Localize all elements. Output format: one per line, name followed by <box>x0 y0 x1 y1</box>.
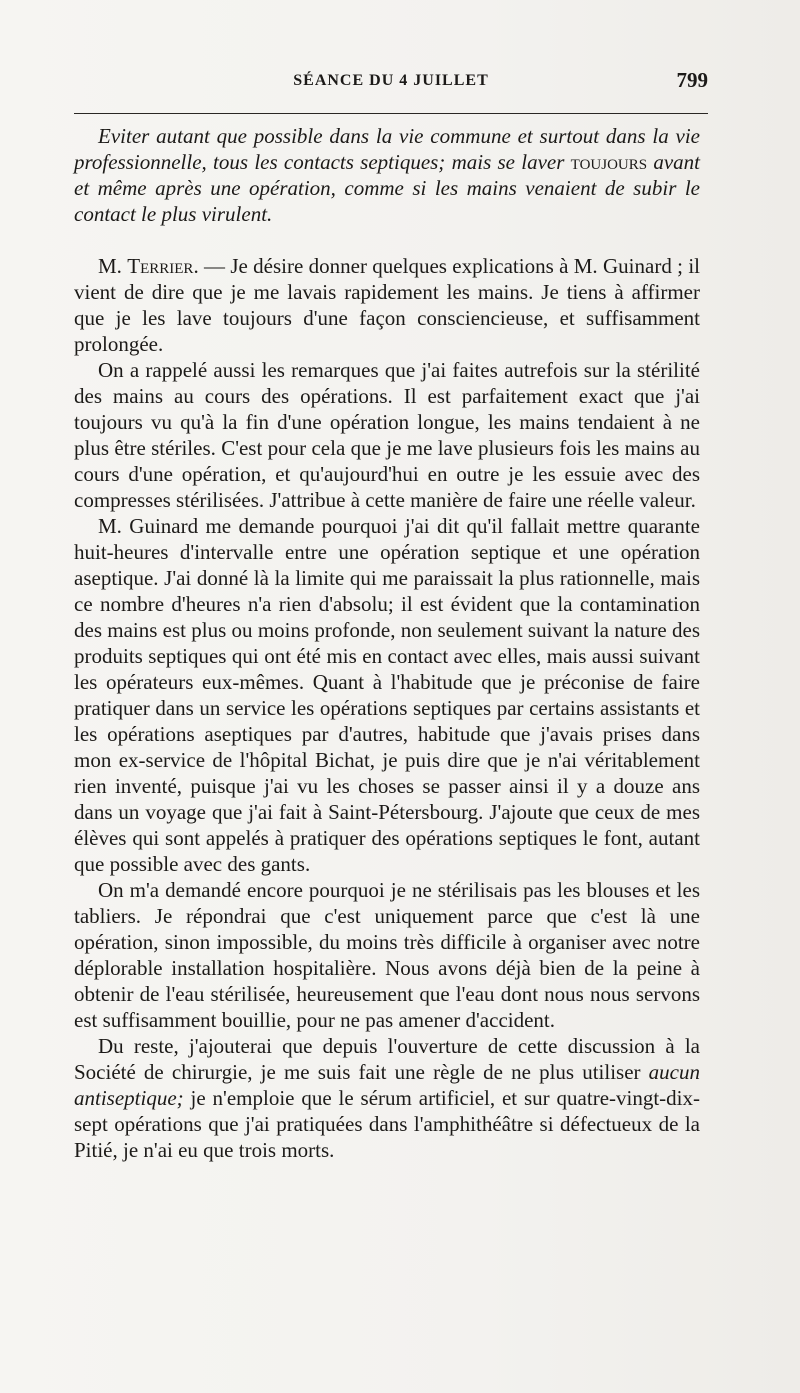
running-title: SÉANCE DU 4 JUILLET <box>293 72 489 89</box>
body-text <box>74 123 700 1163</box>
header-rule <box>74 113 708 114</box>
paragraph-blouses: On m'a demandé encore pourquoi je ne stérilisais pas les blouses et les tabliers. Je répondrai que c'est uniquement parce que c'est là une opération, sinon impossible, du moins très difficile à organiser avec notre déplorable installation hospitalière. Nous avons déjà bien de la peine à obtenir de l'eau stérilisée, heureusement que l'eau dont nous nous servons est suffisamment bouillie, pour ne pas amener d'accident. <box>74 878 700 1032</box>
conclusion-text-end: avant et même après une opération, comme si les mains venaient de subir le contact le plus virulent. <box>74 150 700 226</box>
final-text-start: Du reste, j'ajouterai que depuis l'ouverture de cette discussion à la Société de chirurgie, je me suis fait une règle de ne plus utiliser <box>74 1034 700 1084</box>
paragraph-final <box>74 1033 700 1163</box>
conclusion-text-start: Eviter autant que possible dans la vie commune et surtout dans la vie professionnelle, tous les contacts septiques; mais se laver <box>74 124 700 174</box>
final-text-end: je n'emploie que le sérum artificiel, et sur quatre-vingt-dix-sept opérations que j'ai pratiquées dans l'amphithéâtre si défectueux de la Pitié, je n'ai eu que trois morts. <box>74 1086 700 1162</box>
page-header <box>74 66 708 96</box>
final-emphasis: aucun antiseptique; <box>74 1060 700 1110</box>
page-number: 799 <box>676 68 708 92</box>
terrier-intro-text: . — Je désire donner quelques explications à M. Guinard ; il vient de dire que je me lavais rapidement les mains. Je tiens à affirmer que je les lave toujours d'une façon consciencieuse, et suffisamment prolongée. <box>74 254 700 356</box>
paragraph-sterility: On a rappelé aussi les remarques que j'ai faites autrefois sur la stérilité des mains au cours des opérations. Il est parfaitement exact que j'ai toujours vu qu'à la fin d'une opération longue, les mains tendaient à ne plus être stériles. C'est pour cela que je me lave plusieurs fois les mains au cours d'une opération, et qu'aujourd'hui en outre je les essuie avec des compresses stérilisées. J'attribue à cette manière de faire une réelle valeur. <box>74 358 700 512</box>
speaker-prefix: M. <box>98 254 128 278</box>
speaker-name: Terrier <box>127 254 194 278</box>
conclusion-toujours: toujours <box>570 150 648 174</box>
paragraph-interval: M. Guinard me demande pourquoi j'ai dit qu'il fallait mettre quarante huit-heures d'intervalle entre une opération septique et une opération aseptique. J'ai donné là la limite qui me paraissait la plus rationnelle, mais ce nombre d'heures n'a rien d'absolu; il est évident que la contamination des mains est plus ou moins profonde, non seulement suivant la nature des produits septiques qui ont été mis en contact avec elles, mais aussi suivant les opérateurs eux-mêmes. Quant à l'habitude que je préconise de faire pratiquer dans un service les opérations septiques par certains assistants et les opérations aseptiques par d'autres, habitude que j'avais prises dans mon ex-service de l'hôpital Bichat, je puis dire que je n'ai véritablement rien inventé, puisque j'ai vu les choses se passer ainsi il y a douze ans dans un voyage que j'ai fait à Saint-Pétersbourg. J'ajoute que ceux de mes élèves qui sont appelés à pratiquer des opérations septiques le font, autant que possible avec des gants. <box>74 514 700 876</box>
conclusion-paragraph <box>74 123 700 227</box>
terrier-intro-paragraph <box>74 253 700 357</box>
